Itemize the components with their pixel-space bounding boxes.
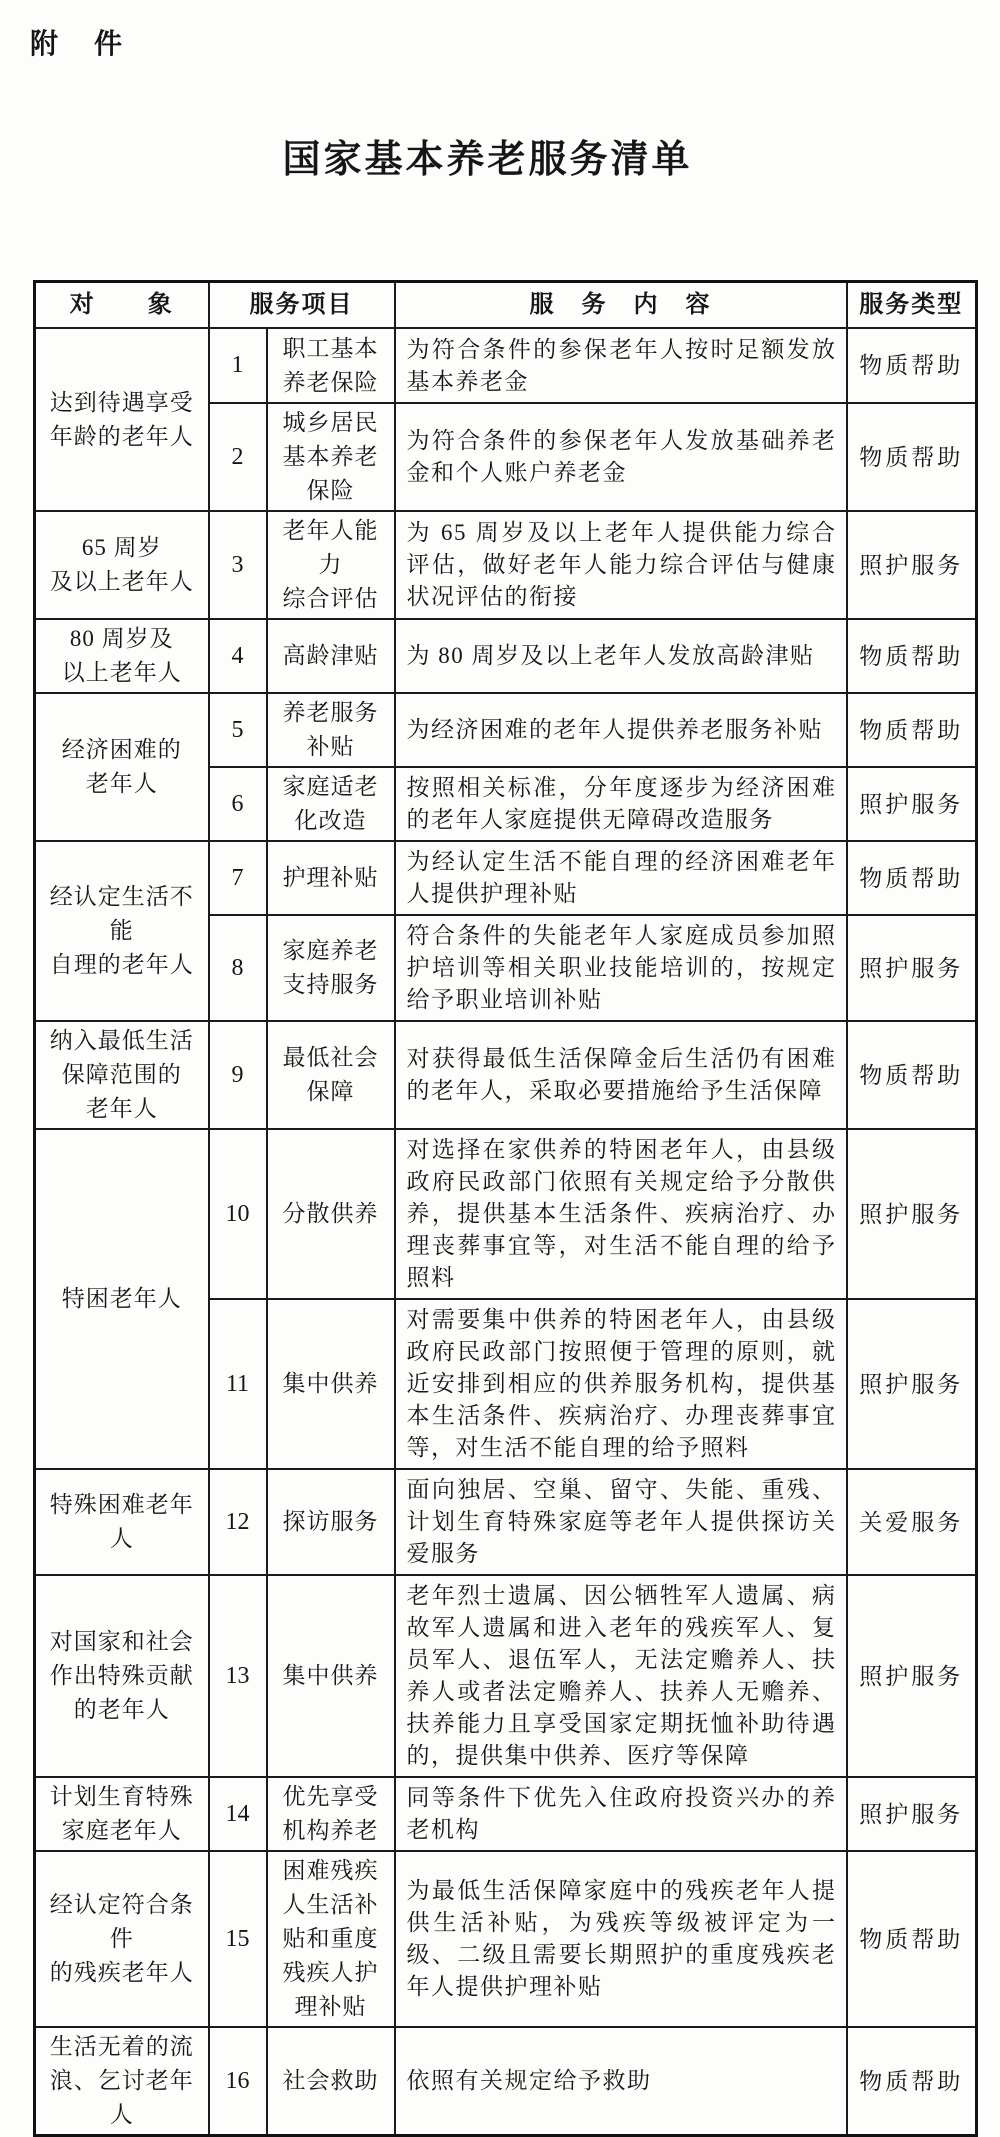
header-content: 服 务 内 容 xyxy=(395,282,847,329)
item-cell: 社会救助 xyxy=(267,2027,395,2136)
type-cell: 照护服务 xyxy=(847,1299,977,1469)
table-row xyxy=(35,511,977,619)
table-row xyxy=(35,693,977,767)
table-row xyxy=(35,1129,977,1299)
content-cell: 依照有关规定给予救助 xyxy=(395,2027,847,2136)
index-cell: 14 xyxy=(209,1777,267,1851)
content-cell: 为符合条件的参保老年人发放基础养老金和个人账户养老金 xyxy=(395,403,847,511)
item-cell: 职工基本 养老保险 xyxy=(267,328,395,403)
content-cell: 对需要集中供养的特困老年人，由县级政府民政部门按照便于管理的原则，就近安排到相应的供养服务机构，提供基本生活条件、疾病治疗、办理丧葬事宜等，对生活不能自理的给予照料 xyxy=(395,1299,847,1469)
type-cell: 物质帮助 xyxy=(847,1021,977,1129)
item-cell: 优先享受 机构养老 xyxy=(267,1777,395,1851)
index-cell: 6 xyxy=(209,767,267,841)
type-cell: 物质帮助 xyxy=(847,693,977,767)
target-cell: 纳入最低生活 保障范围的 老年人 xyxy=(35,1021,209,1129)
content-cell: 对选择在家供养的特困老年人，由县级政府民政部门依照有关规定给予分散供养，提供基本生活条件、疾病治疗、办理丧葬事宜等，对生活不能自理的给予照料 xyxy=(395,1129,847,1299)
target-cell: 65 周岁 及以上老年人 xyxy=(35,511,209,619)
type-cell: 关爱服务 xyxy=(847,1469,977,1575)
content-cell: 符合条件的失能老年人家庭成员参加照护培训等相关职业技能培训的，按规定给予职业培训补贴 xyxy=(395,915,847,1021)
service-table xyxy=(33,280,978,2137)
page-title: 国家基本养老服务清单 xyxy=(282,139,693,181)
target-cell: 生活无着的流 浪、乞讨老年人 xyxy=(35,2027,209,2136)
table-row xyxy=(35,2027,977,2136)
table-row xyxy=(35,1469,977,1575)
table-row xyxy=(35,1777,977,1851)
type-cell: 物质帮助 xyxy=(847,1851,977,2027)
index-cell: 5 xyxy=(209,693,267,767)
table-row xyxy=(35,1575,977,1777)
table-body xyxy=(35,328,977,2136)
item-cell: 困难残疾 人生活补 贴和重度 残疾人护 理补贴 xyxy=(267,1851,395,2027)
target-cell: 经认定生活不能 自理的老年人 xyxy=(35,841,209,1021)
target-cell: 达到待遇享受 年龄的老年人 xyxy=(35,328,209,511)
item-cell: 家庭养老 支持服务 xyxy=(267,915,395,1021)
index-cell: 16 xyxy=(209,2027,267,2136)
item-cell: 养老服务 补贴 xyxy=(267,693,395,767)
table-row xyxy=(35,619,977,693)
index-cell: 2 xyxy=(209,403,267,511)
target-cell: 经济困难的 老年人 xyxy=(35,693,209,841)
type-cell: 物质帮助 xyxy=(847,841,977,915)
header-item: 服务项目 xyxy=(209,282,395,329)
target-cell: 经认定符合条件 的残疾老年人 xyxy=(35,1851,209,2027)
type-cell: 物质帮助 xyxy=(847,403,977,511)
item-cell: 高龄津贴 xyxy=(267,619,395,693)
content-cell: 对获得最低生活保障金后生活仍有困难的老年人，采取必要措施给予生活保障 xyxy=(395,1021,847,1129)
item-cell: 探访服务 xyxy=(267,1469,395,1575)
index-cell: 9 xyxy=(209,1021,267,1129)
type-cell: 物质帮助 xyxy=(847,328,977,403)
item-cell: 城乡居民 基本养老 保险 xyxy=(267,403,395,511)
index-cell: 4 xyxy=(209,619,267,693)
type-cell: 照护服务 xyxy=(847,767,977,841)
type-cell: 照护服务 xyxy=(847,1777,977,1851)
table-row xyxy=(35,328,977,403)
content-cell: 面向独居、空巢、留守、失能、重残、计划生育特殊家庭等老年人提供探访关爱服务 xyxy=(395,1469,847,1575)
content-cell: 为符合条件的参保老年人按时足额发放基本养老金 xyxy=(395,328,847,403)
item-cell: 护理补贴 xyxy=(267,841,395,915)
content-cell: 为 80 周岁及以上老年人发放高龄津贴 xyxy=(395,619,847,693)
type-cell: 物质帮助 xyxy=(847,619,977,693)
item-cell: 集中供养 xyxy=(267,1299,395,1469)
item-cell: 分散供养 xyxy=(267,1129,395,1299)
target-cell: 计划生育特殊 家庭老年人 xyxy=(35,1777,209,1851)
target-cell: 80 周岁及 以上老年人 xyxy=(35,619,209,693)
type-cell: 照护服务 xyxy=(847,1575,977,1777)
item-cell: 最低社会 保障 xyxy=(267,1021,395,1129)
table-row xyxy=(35,1851,977,2027)
item-cell: 集中供养 xyxy=(267,1575,395,1777)
index-cell: 13 xyxy=(209,1575,267,1777)
header-target: 对 象 xyxy=(35,282,209,329)
index-cell: 7 xyxy=(209,841,267,915)
content-cell: 为经济困难的老年人提供养老服务补贴 xyxy=(395,693,847,767)
target-cell: 对国家和社会 作出特殊贡献 的老年人 xyxy=(35,1575,209,1777)
header-type: 服务类型 xyxy=(847,282,977,329)
target-cell: 特殊困难老年人 xyxy=(35,1469,209,1575)
content-cell: 为最低生活保障家庭中的残疾老年人提供生活补贴，为残疾等级被评定为一级、二级且需要长期照护的重度残疾老年人提供护理补贴 xyxy=(395,1851,847,2027)
attachment-label: 附 件 xyxy=(30,29,127,60)
content-cell: 按照相关标准，分年度逐步为经济困难的老年人家庭提供无障碍改造服务 xyxy=(395,767,847,841)
table-row xyxy=(35,841,977,915)
target-cell: 特困老年人 xyxy=(35,1129,209,1469)
type-cell: 物质帮助 xyxy=(847,2027,977,2136)
index-cell: 1 xyxy=(209,328,267,403)
content-cell: 同等条件下优先入住政府投资兴办的养老机构 xyxy=(395,1777,847,1851)
type-cell: 照护服务 xyxy=(847,511,977,619)
table-row xyxy=(35,1021,977,1129)
item-cell: 老年人能力 综合评估 xyxy=(267,511,395,619)
item-cell: 家庭适老 化改造 xyxy=(267,767,395,841)
content-cell: 为 65 周岁及以上老年人提供能力综合评估，做好老年人能力综合评估与健康状况评估的衔接 xyxy=(395,511,847,619)
index-cell: 8 xyxy=(209,915,267,1021)
index-cell: 15 xyxy=(209,1851,267,2027)
index-cell: 12 xyxy=(209,1469,267,1575)
content-cell: 为经认定生活不能自理的经济困难老年人提供护理补贴 xyxy=(395,841,847,915)
index-cell: 3 xyxy=(209,511,267,619)
table-header-row xyxy=(35,282,977,329)
index-cell: 10 xyxy=(209,1129,267,1299)
index-cell: 11 xyxy=(209,1299,267,1469)
type-cell: 照护服务 xyxy=(847,1129,977,1299)
type-cell: 照护服务 xyxy=(847,915,977,1021)
content-cell: 老年烈士遗属、因公牺牲军人遗属、病故军人遗属和进入老年的残疾军人、复员军人、退伍军人，无法定赡养人、扶养人或者法定赡养人、扶养人无赡养、扶养能力且享受国家定期抚恤补助待遇的，提供集中供养、医疗等保障 xyxy=(395,1575,847,1777)
